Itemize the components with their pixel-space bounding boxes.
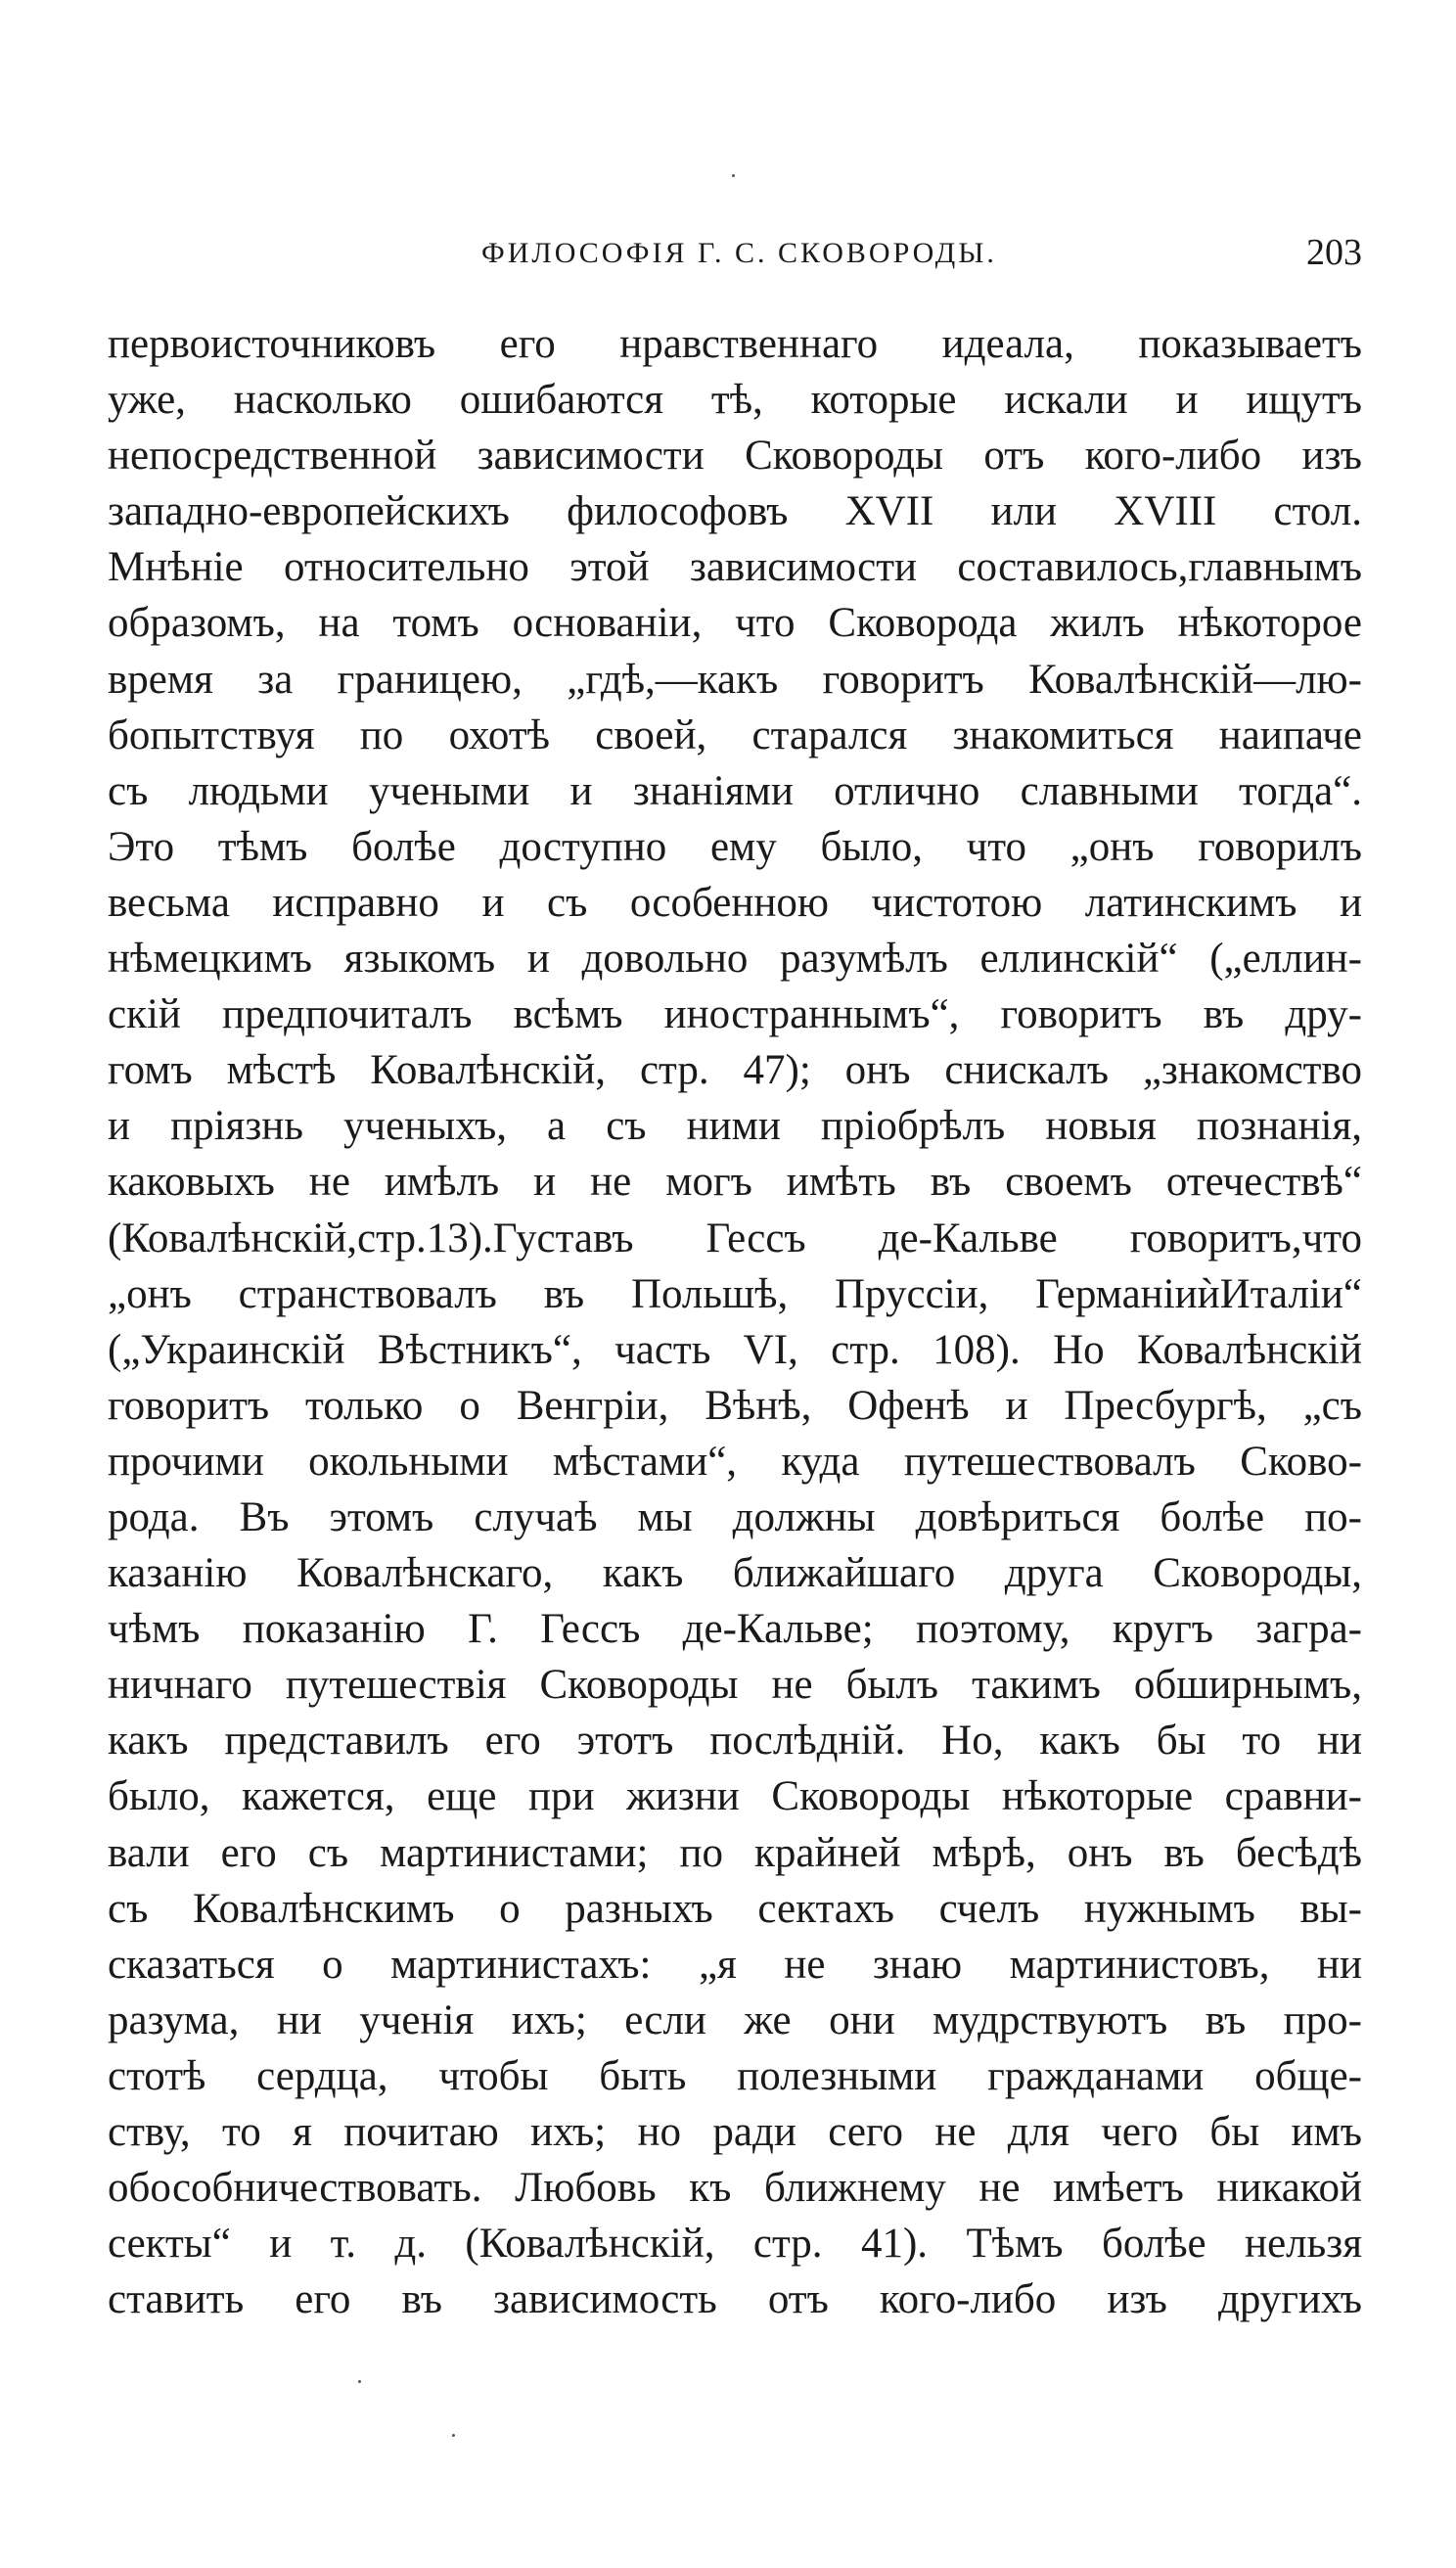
text-line: Мнѣніе относительно этой зависимости составилось,главнымъ [108, 544, 1362, 591]
text-line: сказаться о мартинистахъ: „я не знаю мартинистовъ, ни [108, 1941, 1362, 1988]
text-line: „онъ странствовалъ въ Польшѣ, Пруссіи, ГерманіиѝИталіи“ [108, 1270, 1362, 1317]
running-head [108, 231, 1362, 286]
text-line: нѣмецкимъ языкомъ и довольно разумѣлъ еллинскій“ („еллин- [108, 936, 1362, 983]
text-line: первоисточниковъ его нравственнаго идеала, показываетъ [108, 321, 1362, 367]
page-number: 203 [1306, 232, 1362, 273]
running-title: ФИЛОСОФІЯ Г. С. СКОВОРОДЫ. [481, 237, 997, 269]
text-line: разума, ни ученія ихъ; если же они мудрствуютъ въ про- [108, 1996, 1362, 2043]
text-line: прочими окольными мѣстами“, куда путешествовалъ Сково- [108, 1438, 1362, 1485]
print-speck [452, 2434, 455, 2437]
text-line: гомъ мѣстѣ Ковалѣнскій, стр. 47); онъ снискалъ „знакомство [108, 1047, 1362, 1094]
text-line: съ Ковалѣнскимъ о разныхъ сектахъ счелъ нужнымъ вы- [108, 1885, 1362, 1932]
text-line: (Ковалѣнскій,стр.13).Густавъ Гессъ де-Кальве говоритъ,что [108, 1215, 1362, 1261]
text-line: ству, то я почитаю ихъ; но ради сего не для чего бы имъ [108, 2109, 1362, 2155]
body-text [108, 316, 1362, 2327]
text-line: время за границею, „гдѣ,—какъ говоритъ Ковалѣнскій—лю- [108, 656, 1362, 703]
text-line: каковыхъ не имѣлъ и не могъ имѣть въ своемъ отечествѣ“ [108, 1159, 1362, 1206]
text-line: образомъ, на томъ основаніи, что Сковорода жилъ нѣкоторое [108, 600, 1362, 647]
text-line: казанію Ковалѣнскаго, какъ ближайшаго друга Сковороды, [108, 1550, 1362, 1597]
text-line: говоритъ только о Венгріи, Вѣнѣ, Офенѣ и Пресбургѣ, „съ [108, 1382, 1362, 1429]
print-speck [358, 2380, 361, 2383]
print-speck [732, 174, 735, 177]
text-line: скій предпочиталъ всѣмъ иностраннымъ“, говоритъ въ дру- [108, 991, 1362, 1038]
text-line: съ людьми учеными и знаніями отлично славными тогда“. [108, 767, 1362, 814]
text-line: Это тѣмъ болѣе доступно ему было, что „онъ говорилъ [108, 823, 1362, 870]
text-line: уже, насколько ошибаются тѣ, которые искали и ищутъ [108, 377, 1362, 424]
text-line: какъ представилъ его этотъ послѣдній. Но, какъ бы то ни [108, 1718, 1362, 1765]
text-line: ничнаго путешествія Сковороды не былъ такимъ обширнымъ, [108, 1662, 1362, 1709]
text-line: было, кажется, еще при жизни Сковороды нѣкоторые сравни- [108, 1773, 1362, 1820]
text-line: бопытствуя по охотѣ своей, старался знакомиться наипаче [108, 711, 1362, 758]
text-line: западно-европейскихъ философовъ XVII или XVIII стол. [108, 488, 1362, 535]
text-line: рода. Въ этомъ случаѣ мы должны довѣриться болѣе по- [108, 1493, 1362, 1540]
text-line: вали его съ мартинистами; по крайней мѣрѣ, онъ въ бесѣдѣ [108, 1829, 1362, 1876]
text-line: стотѣ сердца, чтобы быть полезными гражданами обще- [108, 2052, 1362, 2099]
text-line: секты“ и т. д. (Ковалѣнскій, стр. 41). Тѣмъ болѣе нельзя [108, 2221, 1362, 2268]
text-line: („Украинскій Вѣстникъ“, часть VI, стр. 108). Но Ковалѣнскій [108, 1326, 1362, 1373]
text-line: чѣмъ показанію Г. Гессъ де-Кальве; поэтому, кругъ загра- [108, 1606, 1362, 1653]
text-line: непосредственной зависимости Сковороды отъ кого-либо изъ [108, 433, 1362, 480]
text-line: и пріязнь ученыхъ, а съ ними пріобрѣлъ новыя познанія, [108, 1103, 1362, 1150]
text-line: весьма исправно и съ особенною чистотою латинскимъ и [108, 879, 1362, 926]
text-line: обособничествовать. Любовь къ ближнему не имѣетъ никакой [108, 2165, 1362, 2212]
text-line: ставить его въ зависимость отъ кого-либо изъ другихъ [108, 2276, 1362, 2323]
